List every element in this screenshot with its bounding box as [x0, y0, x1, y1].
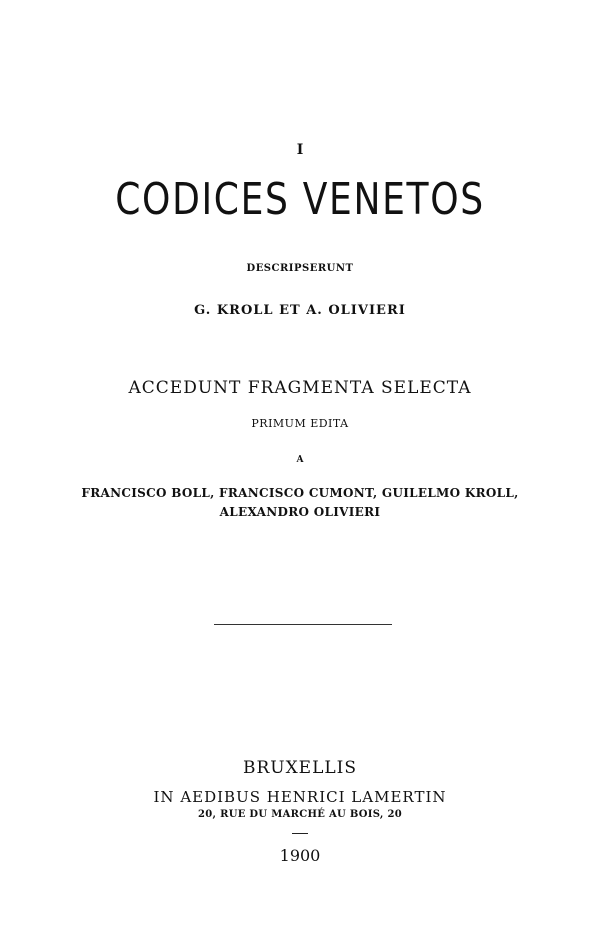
short-dash-divider — [292, 833, 308, 834]
page-title: CODICES VENETOS — [115, 174, 485, 225]
imprint-place: BRUXELLIS — [242, 758, 358, 778]
title-prefix: I — [296, 142, 304, 158]
primum-edita-line: PRIMUM EDITA — [251, 417, 349, 430]
imprint-address: 20, RUE DU MARCHÉ AU BOIS, 20 — [198, 809, 402, 820]
imprint-year: 1900 — [279, 846, 321, 865]
authors-line: G. KROLL ET A. OLIVIERI — [194, 303, 406, 318]
horizontal-rule — [214, 624, 392, 625]
describer-verb: DESCRIPSERUNT — [246, 263, 354, 274]
by-line: A — [296, 455, 304, 465]
editors-line-2: ALEXANDRO OLIVIERI — [219, 505, 381, 519]
accedunt-line: ACCEDUNT FRAGMENTA SELECTA — [128, 378, 472, 398]
imprint-publisher: IN AEDIBUS HENRICI LAMERTIN — [153, 788, 447, 806]
editors-line-1: FRANCISCO BOLL, FRANCISCO CUMONT, GUILELMO KROLL, — [81, 486, 519, 500]
